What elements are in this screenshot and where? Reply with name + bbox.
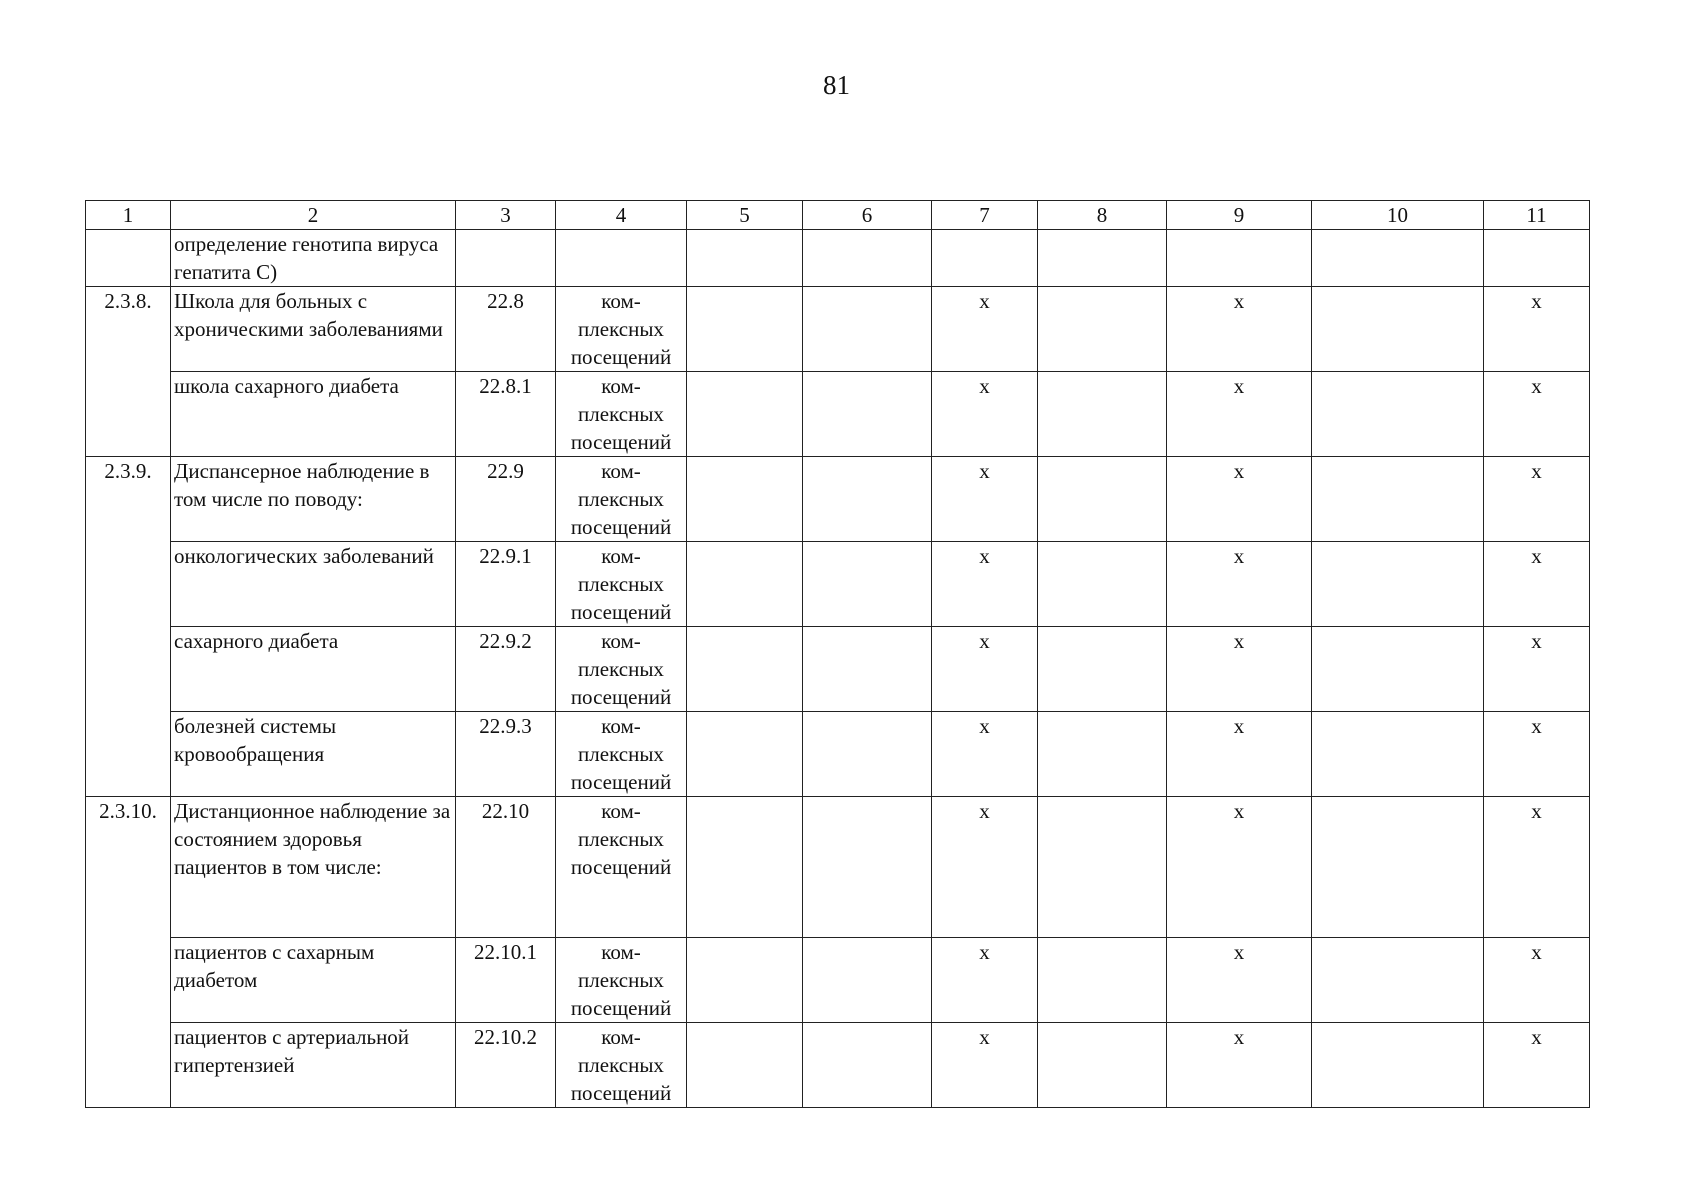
table-row [86, 287, 1590, 372]
cell-col7: х [932, 797, 1038, 938]
row-code [456, 230, 556, 287]
cell-col5 [687, 230, 803, 287]
cell-col8 [1038, 372, 1167, 457]
cell-col5 [687, 712, 803, 797]
cell-col9 [1167, 230, 1312, 287]
row-unit [556, 230, 687, 287]
row-code: 22.10.2 [456, 1023, 556, 1108]
table-row [86, 627, 1590, 712]
column-header: 10 [1312, 201, 1484, 230]
cell-col8 [1038, 797, 1167, 938]
row-unit: ком-плексных посещений [556, 372, 687, 457]
row-name: пациентов с сахарным диабетом [171, 938, 456, 1023]
cell-col10 [1312, 938, 1484, 1023]
row-code: 22.9.2 [456, 627, 556, 712]
column-header: 2 [171, 201, 456, 230]
row-number: 2.3.9. [86, 457, 171, 797]
table-row [86, 712, 1590, 797]
row-unit: ком-плексных посещений [556, 712, 687, 797]
row-name: Диспансерное наблюдение в том числе по поводу: [171, 457, 456, 542]
cell-col10 [1312, 372, 1484, 457]
row-name: школа сахарного диабета [171, 372, 456, 457]
row-code: 22.8.1 [456, 372, 556, 457]
column-header: 3 [456, 201, 556, 230]
cell-col11: х [1484, 712, 1590, 797]
cell-col7: х [932, 1023, 1038, 1108]
row-unit: ком-плексных посещений [556, 287, 687, 372]
cell-col11: х [1484, 797, 1590, 938]
cell-col11: х [1484, 542, 1590, 627]
cell-col6 [803, 457, 932, 542]
row-code: 22.8 [456, 287, 556, 372]
row-name: онкологических заболеваний [171, 542, 456, 627]
cell-col9: х [1167, 712, 1312, 797]
cell-col8 [1038, 1023, 1167, 1108]
cell-col9: х [1167, 542, 1312, 627]
cell-col5 [687, 938, 803, 1023]
column-header: 1 [86, 201, 171, 230]
cell-col7: х [932, 287, 1038, 372]
cell-col5 [687, 457, 803, 542]
cell-col5 [687, 627, 803, 712]
cell-col7: х [932, 712, 1038, 797]
cell-col11: х [1484, 372, 1590, 457]
cell-col7: х [932, 938, 1038, 1023]
table-row [86, 1023, 1590, 1108]
row-code: 22.10.1 [456, 938, 556, 1023]
cell-col5 [687, 372, 803, 457]
cell-col8 [1038, 938, 1167, 1023]
row-number [86, 230, 171, 287]
cell-col11: х [1484, 287, 1590, 372]
cell-col6 [803, 627, 932, 712]
table-row [86, 542, 1590, 627]
table-row [86, 372, 1590, 457]
row-number: 2.3.8. [86, 287, 171, 457]
cell-col11: х [1484, 627, 1590, 712]
cell-col10 [1312, 712, 1484, 797]
cell-col11: х [1484, 1023, 1590, 1108]
cell-col7: х [932, 372, 1038, 457]
cell-col8 [1038, 542, 1167, 627]
row-name: сахарного диабета [171, 627, 456, 712]
cell-col8 [1038, 287, 1167, 372]
row-name: болезней системы кровообращения [171, 712, 456, 797]
row-unit: ком-плексных посещений [556, 938, 687, 1023]
cell-col5 [687, 287, 803, 372]
page-number: 81 [823, 70, 850, 100]
table-row [86, 797, 1590, 938]
cell-col10 [1312, 797, 1484, 938]
cell-col10 [1312, 542, 1484, 627]
column-header: 7 [932, 201, 1038, 230]
row-unit: ком-плексных посещений [556, 1023, 687, 1108]
cell-col6 [803, 797, 932, 938]
cell-col8 [1038, 712, 1167, 797]
cell-col7: х [932, 542, 1038, 627]
cell-col11: х [1484, 457, 1590, 542]
cell-col10 [1312, 287, 1484, 372]
row-unit: ком-плексных посещений [556, 542, 687, 627]
cell-col9: х [1167, 938, 1312, 1023]
cell-col9: х [1167, 1023, 1312, 1108]
cell-col7: х [932, 457, 1038, 542]
row-unit: ком-плексных посещений [556, 457, 687, 542]
row-code: 22.10 [456, 797, 556, 938]
cell-col9: х [1167, 287, 1312, 372]
table-row [86, 938, 1590, 1023]
cell-col6 [803, 372, 932, 457]
cell-col10 [1312, 230, 1484, 287]
row-unit: ком-плексных посещений [556, 797, 687, 938]
cell-col9: х [1167, 627, 1312, 712]
cell-col9: х [1167, 372, 1312, 457]
cell-col5 [687, 542, 803, 627]
cell-col8 [1038, 230, 1167, 287]
row-code: 22.9.1 [456, 542, 556, 627]
row-name: определение генотипа вируса гепатита С) [171, 230, 456, 287]
table-row [86, 230, 1590, 287]
cell-col8 [1038, 627, 1167, 712]
cell-col5 [687, 797, 803, 938]
row-number: 2.3.10. [86, 797, 171, 1108]
cell-col6 [803, 938, 932, 1023]
row-name: пациентов с артериальной гипертензией [171, 1023, 456, 1108]
cell-col6 [803, 542, 932, 627]
cell-col5 [687, 1023, 803, 1108]
cell-col8 [1038, 457, 1167, 542]
cell-col10 [1312, 1023, 1484, 1108]
cell-col11: х [1484, 938, 1590, 1023]
data-table [85, 200, 1590, 1108]
table-header-row [86, 201, 1590, 230]
cell-col6 [803, 1023, 932, 1108]
cell-col9: х [1167, 797, 1312, 938]
table-row [86, 457, 1590, 542]
cell-col9: х [1167, 457, 1312, 542]
cell-col6 [803, 230, 932, 287]
row-unit: ком-плексных посещений [556, 627, 687, 712]
column-header: 5 [687, 201, 803, 230]
column-header: 9 [1167, 201, 1312, 230]
cell-col11 [1484, 230, 1590, 287]
row-code: 22.9.3 [456, 712, 556, 797]
cell-col6 [803, 287, 932, 372]
cell-col7: х [932, 627, 1038, 712]
row-code: 22.9 [456, 457, 556, 542]
row-name: Дистанционное наблюдение за состоянием здоровья пациентов в том числе: [171, 797, 456, 938]
cell-col7 [932, 230, 1038, 287]
row-name: Школа для больных с хроническими заболеваниями [171, 287, 456, 372]
column-header: 11 [1484, 201, 1590, 230]
column-header: 4 [556, 201, 687, 230]
cell-col10 [1312, 457, 1484, 542]
cell-col10 [1312, 627, 1484, 712]
column-header: 6 [803, 201, 932, 230]
column-header: 8 [1038, 201, 1167, 230]
cell-col6 [803, 712, 932, 797]
